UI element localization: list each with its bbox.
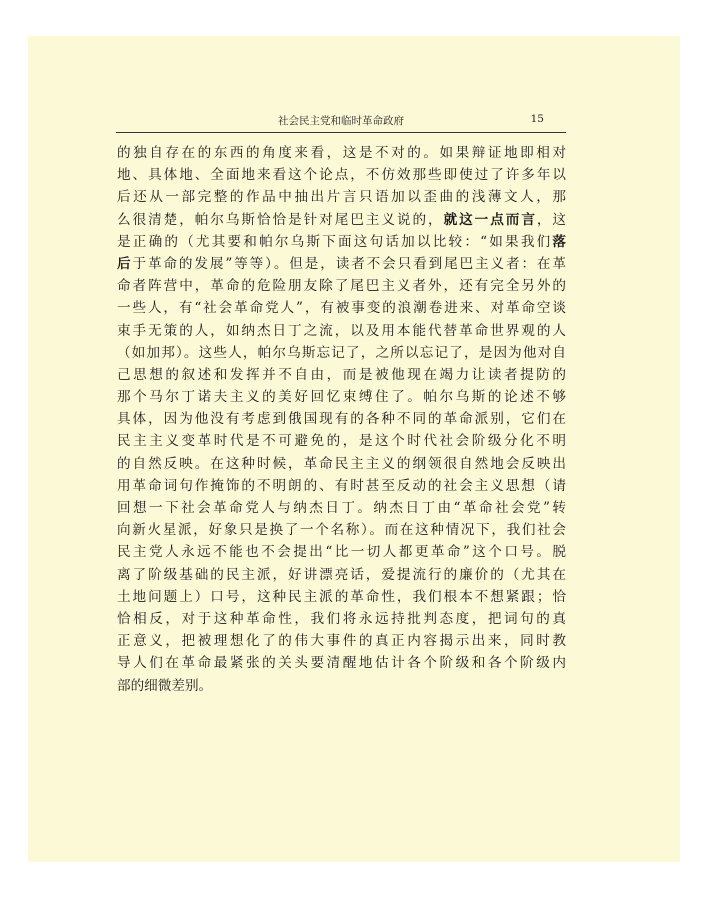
text-line-13: 具体，因为他没有考虑到俄国现有的各种不同的革命派别，它们在 — [117, 411, 566, 428]
text-line-6-part: 于革命的发展”等等）。但是，读者不会只看到尾巴主义者：在革 — [132, 255, 566, 272]
text-line-4 — [117, 209, 566, 231]
text-line-4-part: 么很清楚，帕尔乌斯恰恰是针对尾巴主义说的， — [117, 211, 444, 228]
text-line-20: 离了阶级基础的民主派，好讲漂亮话，爱提流行的廉价的（尤其在 — [117, 566, 566, 583]
page-number: 15 — [530, 113, 544, 125]
text-line-9: 束手无策的人，如纳杰日丁之流，以及用本能代替革命世界观的人 — [117, 322, 566, 339]
text-line-12: 那个马尔丁诺夫主义的美好回忆束缚住了。帕尔乌斯的论述不够 — [117, 389, 566, 406]
running-header-title: 社会民主党和临时革命政府 — [278, 115, 404, 127]
text-line-5 — [117, 231, 566, 253]
text-line-24: 导人们在革命最紧张的关头要清醒地估计各个阶级和各个阶级内 — [117, 655, 566, 672]
text-line-17: 回想一下社会革命党人与纳杰日丁。纳杰日丁由“革命社会党”转 — [117, 500, 566, 516]
text-line-11: 己思想的叙述和发挥并不自由，而是被他现在竭力让读者提防的 — [117, 366, 566, 383]
text-line-5-part: 是正确的（尤其要和帕尔乌斯下面这句话加以比较：“如果我们 — [117, 233, 553, 250]
text-line-10: （如加邦）。这些人，帕尔乌斯忘记了，之所以忘记了，是因为他对自 — [117, 344, 566, 361]
text-line-19: 民主党人永远不能也不会提出“比一切人都更革命”这个口号。脱 — [117, 544, 566, 561]
text-line-18: 向新火星派，好象只是换了一个名称）。而在这种情况下，我们社会 — [117, 522, 566, 539]
text-line-4-part: ，这 — [536, 211, 567, 228]
running-header — [116, 110, 566, 133]
text-line-14: 民主主义变革时代是不可避免的，是这个时代社会阶级分化不明 — [117, 433, 566, 450]
text-line-21: 土地问题上）口号，这种民主派的革命性，我们根本不想紧跟；恰 — [117, 588, 566, 605]
text-line-22: 恰相反，对于这种革命性，我们将永远持批判态度，把词句的真 — [117, 610, 566, 627]
text-line-3: 后还从一部完整的作品中抽出片言只语加以歪曲的浅薄文人，那 — [117, 189, 566, 206]
body-text — [117, 142, 566, 697]
emphasis-text: 落 — [552, 233, 566, 250]
emphasis-text: 后 — [117, 255, 133, 272]
text-line-15: 的自然反映。在这种时候，革命民主主义的纲领很自然地会反映出 — [117, 455, 566, 472]
text-line-25: 部的细微差别。 — [117, 677, 213, 694]
text-line-8: 一些人，有“社会革命党人”，有被事变的浪潮卷进来、对革命空谈 — [117, 300, 566, 317]
text-line-6 — [117, 253, 566, 275]
text-line-7: 命者阵营中，革命的危险朋友除了尾巴主义者外，还有完全另外的 — [117, 278, 566, 295]
text-line-16: 用革命词句作掩饰的不明朗的、有时甚至反动的社会主义思想（请 — [117, 477, 566, 494]
emphasis-text: 就这一点而言 — [443, 211, 537, 228]
text-line-1: 的独自存在的东西的角度来看，这是不对的。如果辩证地即相对 — [117, 145, 566, 161]
text-line-23: 正意义，把被理想化了的伟大事件的真正内容揭示出来，同时教 — [117, 633, 566, 650]
text-line-2: 地、具体地、全面地来看这个论点，不仿效那些即使过了许多年以 — [117, 167, 566, 184]
